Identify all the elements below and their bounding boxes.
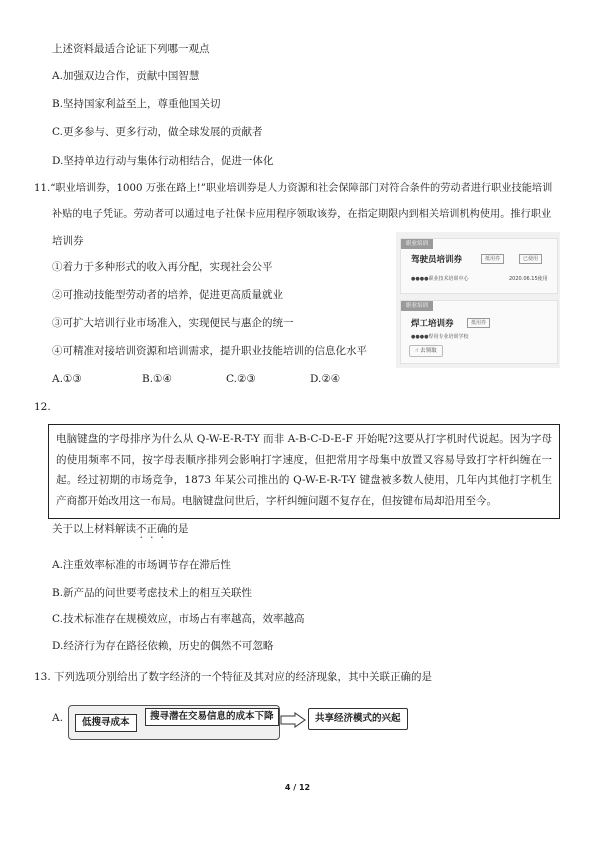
voucher-issuer: ●●●●焊用专业培训学校: [411, 334, 469, 340]
q11-item-4: ④可精准对接培训资源和培训需求，提升职业技能培训的信息化水平: [52, 345, 367, 357]
q13-option-a-label: A.: [52, 712, 63, 724]
q11-stem-line2: 补贴的电子凭证。劳动者可以通过电子社保卡应用程序领取该券，在指定期限内到相关培训机构使用。推行职业: [52, 209, 552, 220]
q12-material-box: [48, 424, 560, 519]
q10-option-c: C.更多参与、更多行动，做全球发展的贡献者: [52, 126, 263, 138]
training-voucher-image: [396, 232, 560, 368]
page-number: 4 / 12: [284, 783, 311, 792]
q10-option-a: A.加强双边合作，贡献中国智慧: [52, 70, 200, 82]
voucher-chip: 抵用券: [467, 318, 490, 328]
q12-option-a: A.注重效率标准的市场调节存在滞后性: [52, 559, 231, 571]
q12-option-d: D.经济行为存在路径依赖，历史的偶然不可忽略: [52, 640, 274, 652]
q12-option-c: C.技术标准存在规模效应，市场占有率越高，效率越高: [52, 613, 305, 625]
voucher-claim-label: 去领取: [420, 348, 437, 354]
voucher-tag: 职业培训: [401, 301, 433, 311]
q13-option-a-diagram: [68, 705, 280, 740]
q12-stem-emphasis: 不正确: [136, 523, 168, 535]
q12-stem: [52, 522, 189, 541]
voucher-title: 驾驶员培训券: [411, 255, 463, 265]
voucher-claim-button: [409, 345, 443, 357]
q11-stem-line1: 11.“职业培训券，1000 万张在路上!”职业培训券是人力资源和社会保障部门对符合条件的劳动者进行职业技能培训: [34, 183, 553, 194]
hand-icon: ☝: [415, 348, 419, 354]
feature-box: 低搜寻成本: [75, 714, 137, 732]
q11-choice-b: B.①④: [142, 373, 172, 385]
q11-item-1: ①着力于多种形式的收入再分配，实现社会公平: [52, 261, 273, 273]
voucher-card-welder: [400, 300, 558, 364]
q11-choice-c: C.②③: [226, 373, 256, 385]
q10-option-d: D.坚持单边行动与集体行动相结合，促进一体化: [52, 155, 274, 167]
voucher-chip: 抵用券: [481, 254, 504, 264]
q11-stem-line3: 培训券: [52, 235, 84, 247]
q11-item-3: ③可扩大培训行业市场准入，实现便民与惠企的统一: [52, 317, 294, 329]
voucher-issuer: ●●●●职业技术培训中心: [411, 276, 469, 282]
q11-choice-a: A.①③: [52, 373, 82, 385]
q11-choice-d: D.②④: [310, 373, 341, 385]
voucher-date: 2020.06.15使用: [509, 276, 548, 282]
voucher-title: 焊工培训券: [411, 319, 454, 329]
q12-option-b: B.新产品的问世要考虑技术上的相互关联性: [52, 587, 253, 599]
result-box: 共享经济模式的兴起: [308, 708, 408, 730]
q10-option-b: B.坚持国家利益至上，尊重他国关切: [52, 98, 221, 110]
q12-material-text: 电脑键盘的字母排序为什么从 Q-W-E-R-T-Y 而非 A-B-C-D-E-F 开始呢?这要从打字机时代说起。因为字母的使用频率不同，按字母表顺序排列会影响打字速度，但把常用字母集中放置又容易导致打字杆纠缠在一起。经过初期的市场竞争，1873 年某公司推出的 Q-W-E-R-T-Y 键盘被多数人使用，几年内其他打字机生产商都开始改用这一布局。电脑键盘问世后，字杆纠缠问题不复存在，但按键布局却沿用至今。: [56, 433, 552, 507]
q12-stem-pre: 关于以上材料解读: [52, 523, 136, 535]
voucher-tag: 职业培训: [401, 239, 433, 249]
q10-stem: 上述资料最适合论证下列哪一观点: [52, 43, 210, 55]
q12-stem-post: 的是: [167, 523, 189, 535]
mechanism-box: 搜寻潜在交易信息的成本下降: [145, 708, 279, 726]
q12-number: 12.: [34, 401, 51, 413]
q13-stem: 13. 下列选项分别给出了数字经济的一个特征及其对应的经济现象，其中关联正确的是: [34, 671, 433, 683]
arrow-right-icon: [280, 712, 306, 728]
voucher-status: 已使用: [519, 254, 542, 264]
voucher-card-driver: [400, 238, 558, 294]
q11-item-2: ②可推动技能型劳动者的培养，促进更高质量就业: [52, 289, 283, 301]
